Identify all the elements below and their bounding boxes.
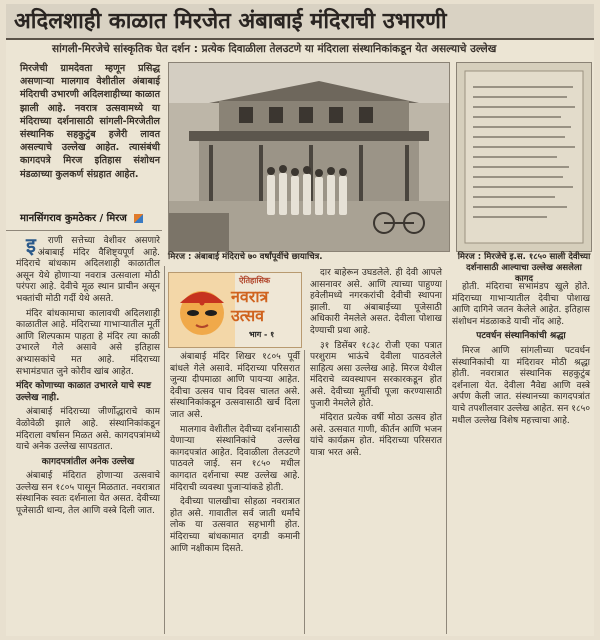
paragraph: होती. मंदिराचा सभामंडप खुले होते. मंदिराच्या गाभाऱ्यातील देवीचा पोशाख आणि दागिने जतन केलेले आहेत. इतिहास संशोधन मंडळाकडे याची नोंद आहे. (452, 282, 590, 327)
paragraph: देवीच्या पालखीचा सोहळा नवरात्रात होत असे. गावातील सर्व जाती धर्मांचे लोक या उत्सवात सहभागी होत. मंदिराच्या बांधकामात दगडी कमानी आणि नक्षीकाम दिसते. (170, 497, 300, 554)
article-column-3 (310, 268, 442, 632)
banner-label: ऐतिहासिक (239, 276, 270, 285)
paragraph: अंबाबाई मंदिर शिखर १८०५ पूर्वी बांधले गेले असावे. मंदिराच्या परिसरात जुन्या दीपमाळा आणि पायऱ्या आहेत. देवीचा उत्सव पाच दिवस चालत असे. संस्थानिकांकडून उत्सवासाठी खर्च दिला जात असे. (170, 352, 300, 420)
goddess-face-icon (169, 273, 235, 347)
subhead: सांगली-मिरजेचे सांस्कृतिक घेत दर्शन : प्रत्येक दिवाळीला तेलउटणे या मंदिराला संस्थानिकांकडून येत असल्याचे उल्लेख (52, 43, 497, 55)
article-column-4 (452, 282, 590, 632)
headline: अदिलशाही काळात मिरजेत अंबाबाई मंदिराची उभारणी (14, 8, 447, 34)
subheading: मंदिर कोणाच्या काळात उभारले याचे स्पष्ट उल्लेख नाही. (16, 381, 152, 403)
paragraph: अंबाबाई मंदिराच्या जीर्णोद्धाराचे काम वेळोवेळी झाले आहे. संस्थानिकांकडून मंदिराला वर्षासन मिळत असे. कागदपत्रांमध्ये याचे अनेक उल्लेख सापडतात. (16, 407, 160, 453)
article-column-2 (170, 352, 300, 632)
column-divider (446, 280, 447, 634)
photo-caption: मिरज : अंबाबाई मंदिराचे ७० वर्षांपूर्वीचे छायाचित्र. (168, 252, 323, 262)
paragraph: ३१ डिसेंबर १८३८ रोजी एका पत्रात परशुराम भाऊंचे देवीला पाठवलेले साहित्य असा उल्लेख आहे. मिरज येथील मंदिराचे व्यवस्थापन सरकारकडून होत असे. देवीच्या मूर्तीची पूजा करण्यासाठी पुजारी नेमलेले होते. (310, 340, 442, 409)
column-divider (164, 266, 165, 634)
article-column-1 (16, 233, 160, 632)
subheading: पटवर्धन संस्थानिकांची श्रद्धा (476, 331, 566, 342)
byline (20, 210, 160, 226)
paragraph: मंदिरात प्रत्येक वर्षी मोठा उत्सव होत असे. उत्सवात गाणी, कीर्तन आणि भजन यांचे कार्यक्रम होत. मंदिराच्या परिसरात यात्रा भरत असे. (310, 413, 442, 458)
paragraph: दार बाहेरून उघडलेले. ही देवी आपले आसनावर असे. आणि त्याच्या पाहुण्या हवेलीमध्ये नगरकरांची देवीची स्थापना झाली. या अंबाबाईच्या पूजेसाठी अधिकारी नेमलेले असत. देवीला पोशाख देण्याची प्रथा आहे. (310, 268, 442, 336)
paragraph: अंबाबाई मंदिरात होणाऱ्या उत्सवाचे उल्लेख सन १८०५ पासून मिळतात. नवरात्रात संस्थानिक स्वतः दर्शनाला येत असत. देवीच्या पूजेसाठी धान्य, तेल आणि वस्त्रे दिली जात. (16, 471, 160, 517)
banner-title: नवरात्र उत्सव (231, 287, 269, 325)
newspaper-logo-icon (134, 214, 143, 223)
subheading: कागदपत्रांतील अनेक उल्लेख (41, 456, 135, 467)
paragraph: मिरज आणि सांगलीच्या पटवर्धन संस्थानिकांची या मंदिरावर मोठी श्रद्धा होती. नवरात्रात संस्थानिक सहकुटुंब दर्शनाला येत. देवीला नैवेद्य आणि वस्त्रे अर्पण केली जात. संस्थानच्या कागदपत्रांत याचे तपशीलवार उल्लेख आहेत. सन १८५० मधील उल्लेख विशेष महत्त्वाचा आहे. (452, 345, 590, 426)
column-divider (304, 350, 305, 634)
historic-document-image (457, 63, 591, 251)
historic-document-photo (456, 62, 592, 252)
divider (6, 230, 162, 231)
paragraph: इराणी सत्तेच्या वेशीवर असणारे अंबाबाई मंदिर वैशिष्ट्यपूर्ण आहे. मंदिराचे बांधकाम अदिलशाही काळातील असून येथे होणाऱ्या नवरात्र उत्सवाला मोठी परंपरा आहे. देवीचे मूळ स्थान प्राचीन असून भक्तांची मोठी गर्दी येथे असते. (16, 233, 160, 304)
temple-photo (168, 62, 450, 252)
document-caption: मिरज : मिरजेचे इ.स. १८५० साली देवीच्या दर्शनासाठी आल्याचा उल्लेख असलेला कागद (457, 252, 591, 284)
paragraph: मंदिर बांधकामाचा कालावधी अदिलशाही काळातील आहे. मंदिराच्या गाभाऱ्यातील मूर्ती आणि शिल्पकाम पाहता हे मंदिर त्या काळी उभारले गेले असावे असे इतिहास अभ्यासकांचे मत आहे. मंदिराच्या सभामंडपात जुने कोरीव खांब आहेत. (16, 308, 160, 377)
paragraph: मालगाव वेशीतील देवीच्या दर्शनासाठी येणाऱ्या संस्थानिकांचे उल्लेख कागदपत्रांत आहेत. दिवाळीला तेलउटणे पाठवले जाई. सन १८५० मधील कागदात दर्शनाचा स्पष्ट उल्लेख आहे. मंदिराची व्यवस्था पुजाऱ्यांकडे होती. (170, 424, 300, 493)
intro-paragraph: मिरजेची ग्रामदेवता म्हणून प्रसिद्ध असणाऱ्या मालगाव वेशीतील अंबाबाई मंदिराची उभारणी अदिलशाहीच्या काळात झाली आहे. नवरात्र उत्सवामध्ये या मंदिराच्या दर्शनासाठी सांगली-मिरजेतील संस्थानिक सहकुटुंब हजेरी लावत असल्याचे उल्लेख आहेत. त्यासंबंधी कागदपत्रे मिरज इतिहास संशोधन मंडळाच्या कुलकर्ण संग्रहात आहेत. (20, 63, 160, 180)
temple-photo-image (169, 63, 449, 251)
navratri-series-banner (168, 272, 302, 348)
newspaper-clipping (6, 4, 594, 636)
banner-part: भाग - १ (249, 330, 275, 339)
headline-bar (6, 4, 594, 40)
byline-text: मानसिंगराव कुमठेकर / मिरज (20, 213, 127, 224)
